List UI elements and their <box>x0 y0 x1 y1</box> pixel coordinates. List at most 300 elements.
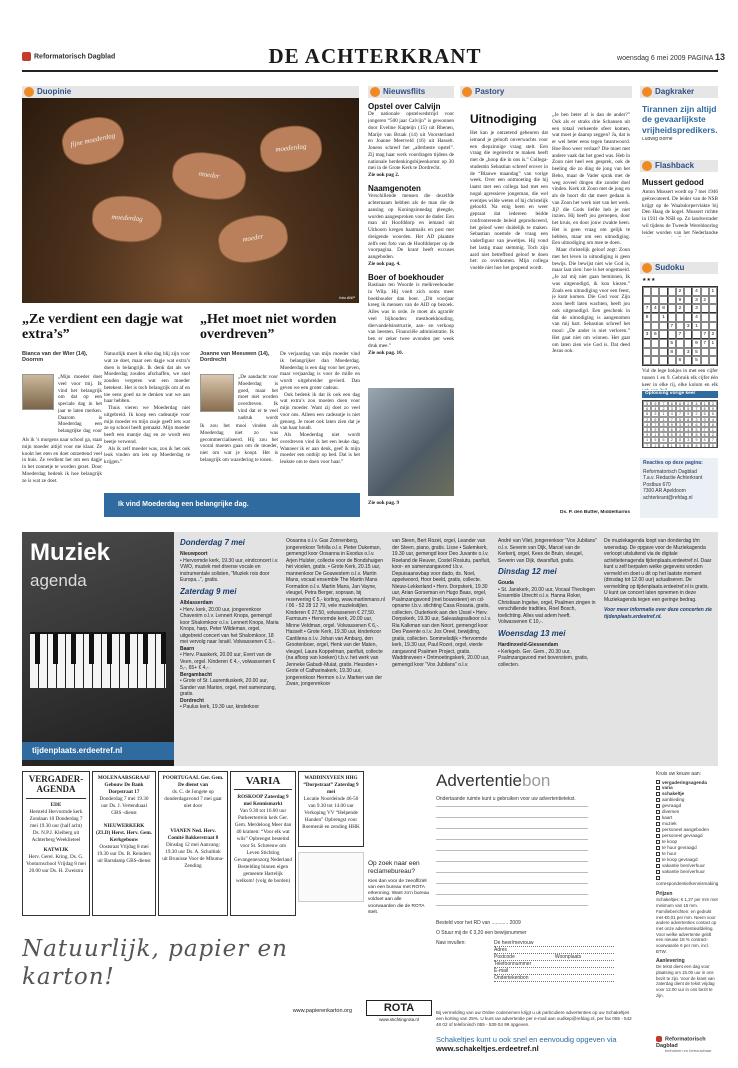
sudoku-cell[interactable] <box>643 322 651 331</box>
sudoku-cell[interactable] <box>668 296 676 305</box>
sudoku-cell[interactable]: 4 <box>692 287 700 296</box>
rubriek-option[interactable] <box>656 875 718 887</box>
dagkraker-quote: Tirannen zijn altijd de gevaarlijkste vrijheidspredikers. <box>642 104 718 135</box>
pastory-col2-text: „Je ben beter af is dan de ander?” Ook als er straks drie Schansen uit een totaal verkeerde sfeer komen, wat moet je daarop zeggen? Ja, dat is er wel beter eens tegen beantwoord. Hoe Boo weer verlaat? Die moet met andere vaak dat het goed was. Heb in Zoon niet heel een gesprek, ook de heeling die zo ding de jong van het Beho, maar de Vader sprak met de weg zoveel dingen die zonder doel vinden. Kerk zit Zoon met de jong en als de hoort dit dat meer gedaan is van Zoon het werk niet van het werk. Jij? die Gods liefde heb je niet inzien. Hij heeft jou geroepen, door het kruis, en door jouw zwakte heen. Het is geen vraag om gelijk te hebben, maar om een uitnodiging. Een uitnodiging om mee te doen. <box>552 112 630 247</box>
pastory-tag <box>460 86 632 98</box>
prijzen-text: Schakeltjes: € 1,27 per mm met minimum van 15 mm. Familieberichten: en gedrukt met €0,01 per mm. Neem voor andere advertenties contact op met onze advertentieafdeling. Voor welke advertentie geldt een nieuwe 18 % contract-voorwaarde 6 per mm, incl. BTW. <box>656 897 718 954</box>
solution-cell: 5 <box>676 417 684 422</box>
checkbox-icon[interactable] <box>656 822 660 826</box>
farmer-photo <box>368 388 454 496</box>
agenda-col-5 <box>604 538 712 762</box>
solution-cell: 9 <box>668 422 676 427</box>
solution-cell: 6 <box>701 432 709 437</box>
reacties-title: Reacties op deze pagina: <box>643 460 703 466</box>
sudoku-cell[interactable] <box>709 322 717 331</box>
solution-cell: 8 <box>692 443 700 448</box>
news-title: Naamgenoten <box>368 183 421 193</box>
checkbox-icon[interactable] <box>656 816 660 820</box>
sudoku-grid[interactable] <box>642 286 718 366</box>
poort-head-2: VIANEN Ned. Herv. Comité Bakkerstraat 8 <box>167 828 219 842</box>
right-p3: De verjaardag van mijn moeder vind ik belangrijker dan Moederdag. Moederdag is een dag voor het geven, maar verjaardag is voor de mille en wordt uitgebreider gevierd. Dan geven we een groter cadeau. <box>280 351 360 391</box>
solution-cell: 6 <box>676 401 684 406</box>
sudoku-cell[interactable] <box>709 348 717 357</box>
checkbox-icon[interactable] <box>656 858 660 862</box>
sudoku-instruction: Vul de lege hokjes in met een cijfer tussen 1 en 9. Gebruik elk cijfer één keer in elke rij, elke kolom en elk <box>642 368 718 388</box>
agenda-entry: • Grote of St. Laurentiuskerk, 20.00 uur, Sander van Marion, orgel, met samenzang, gratis. <box>180 678 276 698</box>
rubriek-option-label: muziek <box>662 821 677 827</box>
field-woonplaats[interactable]: Woonplaats <box>554 954 582 960</box>
flashback-tag <box>640 160 718 172</box>
flashback-text: Anton Mussert wordt op 7 mei 1946 geëxecuteerd. De leider van de NSB krijgt op de Waalsdorpervlakte bij Den Haag de kogel. Mussert richtte in 1931 de NSB op. Zo landverrader wil tijdens de Tweede Wereldoorlog leider worden van het Nederlandse <box>642 189 718 236</box>
sudoku-cell[interactable] <box>659 287 667 296</box>
nieuwsflits-label: Nieuwsflits <box>383 87 426 97</box>
solution-cell: 7 <box>684 432 692 437</box>
sudoku-cell[interactable] <box>651 339 659 348</box>
left-byline <box>22 351 102 365</box>
sudoku-cell[interactable] <box>659 356 667 365</box>
sudoku-cell[interactable]: 5 <box>692 348 700 357</box>
checkbox-icon[interactable] <box>656 786 660 790</box>
sudoku-cell[interactable]: 7 <box>643 304 651 313</box>
sudoku-cell[interactable]: 1 <box>709 339 717 348</box>
solution-cell: 7 <box>701 427 709 432</box>
solution-label: Oplossing vorige keer <box>642 391 718 398</box>
solution-cell: 8 <box>701 406 709 411</box>
news-ref: Zie ook pag 2. <box>368 172 400 179</box>
solution-cell: 9 <box>709 406 717 411</box>
agenda-entry: • Hervormde kerk, 19.30 uur, eindconcert i.v. VWO, muziek met diverse vocale en instrumentale solisten, “Muziek rois door Europa...”, gratis. <box>180 557 279 584</box>
rubriek-option-label: correspondentie/kennismaking <box>656 880 718 886</box>
advert-option[interactable] <box>436 930 636 938</box>
reacties-line: T.a.v. Redactie Achterkrant <box>643 475 703 482</box>
sudoku-cell[interactable]: 4 <box>651 304 659 313</box>
page-label: PAGINA <box>687 55 714 62</box>
rubriek-option-label: personeel aangeboden <box>662 827 710 833</box>
sudoku-cell[interactable]: 7 <box>701 339 709 348</box>
rota-ad-title: Op zoek naar een reclamebureau? <box>368 860 420 875</box>
field-adres[interactable]: Adres <box>494 947 614 954</box>
agenda-col-1 <box>180 538 280 762</box>
agenda-place: Alblasserdam <box>180 600 213 607</box>
field-ondertekening[interactable]: Ondertekenbon <box>494 975 614 982</box>
news-text: Verschillende mensen die dezelfde achternaam hebben als de man die de aanslag op Koningsinnedag pleegde, worden aangesproken voor de dader. Een man uit Hoofddorp en iemand uit Uithoorn kregen haatmails en post met dreigende woorden. Het AD plaatste zelfs een foto van de Hoofddorper op de voorpagina. De krant heeft excuses aangeboden. <box>368 193 454 261</box>
left-p3: Natuurlijk moet ik elke dag blij zijn voor wat ze doet, maar een dagje wat extra’s doen is belangrijk. Ik denk dat als we Moederdag zouden afschaffen, we snel zouden vergeten wat een moeder betekent. Het is toch belangrijk om af en toe eens goed na te denken wat we aan haar hebben. <box>104 351 190 405</box>
sudoku-cell[interactable]: 1 <box>692 322 700 331</box>
solution-cell: 1 <box>701 401 709 406</box>
sudoku-tag <box>640 262 718 274</box>
solution-cell: 2 <box>659 406 667 411</box>
sudoku-cell[interactable] <box>701 287 709 296</box>
sudoku-cell[interactable] <box>659 296 667 305</box>
header-rule <box>22 70 718 72</box>
vergader-head: KATWIJK <box>43 846 69 853</box>
solution-cell: 8 <box>643 411 651 416</box>
duopinie-tag <box>22 86 359 98</box>
sudoku-cell[interactable] <box>684 287 692 296</box>
vergader-head: EDE <box>50 801 62 808</box>
agenda-place: Hardinxveld-Giessendam <box>498 642 559 649</box>
right-byline-name: Joanne van Meeuwen (14), <box>200 351 270 357</box>
news-title: Opstel over Calvijn <box>368 102 441 111</box>
sudoku-cell[interactable]: 2 <box>701 296 709 305</box>
left-byline-name: Bianca van der Wier (14), <box>22 351 88 357</box>
solution-cell: 1 <box>709 427 717 432</box>
sudoku-cell[interactable] <box>684 313 692 322</box>
sudoku-cell[interactable] <box>659 348 667 357</box>
rubriek-list <box>656 780 718 887</box>
solution-cell: 4 <box>684 427 692 432</box>
solution-cell: 3 <box>684 437 692 442</box>
sudoku-cell[interactable] <box>701 322 709 331</box>
solution-cell: 9 <box>643 432 651 437</box>
agenda-entry: • Kerkgeb. Ger. Gem., 20.30 uur, Psalmzangavond met bovenstem, gratis, collecten. <box>498 648 589 668</box>
molen-head: MOLENAARSGRAAF Gebouw De Bank Dorpstraat 17 <box>97 775 151 796</box>
piano-black-keys <box>30 634 166 664</box>
sudoku-cell[interactable] <box>676 322 684 331</box>
agenda-day: Dinsdag 12 mei <box>498 567 557 576</box>
sudoku-cell[interactable]: 3 <box>684 322 692 331</box>
solution-cell: 6 <box>659 437 667 442</box>
rubriek-option-label: te koop <box>662 839 678 845</box>
sudoku-cell[interactable] <box>643 296 651 305</box>
solution-cell: 6 <box>684 443 692 448</box>
sudoku-cell[interactable] <box>668 313 676 322</box>
sudoku-cell[interactable]: 3 <box>692 304 700 313</box>
sudoku-cell[interactable] <box>709 313 717 322</box>
checkbox-icon[interactable] <box>656 834 660 838</box>
checkbox-icon[interactable] <box>656 846 660 850</box>
sudoku-cell[interactable]: 1 <box>659 313 667 322</box>
sudoku-cell[interactable] <box>651 348 659 357</box>
advert-intro: Ondertaande ruimte kunt u gebruiken voor uw advertentietekst. <box>436 796 576 802</box>
poort-head: POORTUGAAL Ger. Gem. De dienst van <box>162 775 224 789</box>
checkbox-icon[interactable] <box>656 876 660 880</box>
agenda-place: Gouda <box>498 580 514 587</box>
aanlevering-title: Aanlevering <box>656 957 685 964</box>
solution-cell: 8 <box>659 427 667 432</box>
sudoku-cell[interactable] <box>709 296 717 305</box>
field-email[interactable]: E-mail <box>494 968 614 975</box>
checkbox-icon[interactable] <box>656 804 660 808</box>
sudoku-cell[interactable] <box>676 313 684 322</box>
sudoku-cell[interactable] <box>651 322 659 331</box>
solution-cell: 1 <box>659 411 667 416</box>
reacties-line: Reformatorisch Dagblad <box>643 468 697 475</box>
flashback-icon <box>642 161 652 171</box>
cookie: moederdag <box>258 123 324 175</box>
sudoku-cell[interactable]: 2 <box>676 287 684 296</box>
sudoku-cell[interactable]: 7 <box>676 330 684 339</box>
advert-title-main: Advertentie <box>436 771 522 790</box>
solution-cell: 5 <box>659 422 667 427</box>
news-ref: Zie ook pag. 10. <box>368 349 404 356</box>
solution-cell: 5 <box>651 437 659 442</box>
solution-cell: 6 <box>651 417 659 422</box>
sudoku-cell[interactable] <box>651 356 659 365</box>
prijzen-title: Prijzen <box>656 890 673 897</box>
sudoku-cell[interactable] <box>701 356 709 365</box>
sudoku-cell[interactable]: 2 <box>676 304 684 313</box>
solution-cell: 1 <box>684 422 692 427</box>
rubriek-option-label: varia <box>662 785 673 791</box>
duopinie-icon <box>24 87 34 97</box>
advert-title-suffix: bon <box>522 771 551 790</box>
rubriek-column <box>656 771 718 1033</box>
photo-ref: Zie ook pag. 9 <box>368 500 400 506</box>
right-p1-float: „De aandacht voor Moederdag is goed, maar het moet niet worden overdreven. Ik vind dat er te veel nadruk wordt <box>238 374 278 421</box>
molen-text: Donderdag 7 mei 19.30 uur Ds. J. Vertenduaal GBS -dienst <box>99 796 149 817</box>
sudoku-cell[interactable] <box>709 356 717 365</box>
rubriek-option-label: te koop gevraagd <box>662 857 698 863</box>
sudoku-cell[interactable] <box>668 356 676 365</box>
poort-box <box>158 771 228 916</box>
solution-cell: 2 <box>709 432 717 437</box>
advert-text-area[interactable] <box>436 806 588 916</box>
solution-cell: 8 <box>668 401 676 406</box>
date-text: woensdag 6 mei 2009 <box>617 55 686 62</box>
sudoku-cell[interactable]: 3 <box>684 348 692 357</box>
flashback-label: Flashback <box>655 161 695 171</box>
solution-cell: 2 <box>701 422 709 427</box>
agenda-entry: • Herv. Paaskerk, 20.00 uur, Evert van de Veen, orgel. Kinderen € 4,-, volwassenen € 5,-, 65+ € 4,-. <box>180 652 276 672</box>
sudoku-cell[interactable] <box>701 313 709 322</box>
pastory-col3-text: Maar christelijk geloof zegt: Zoon met het leven in uitnodiging is geen bewijs. Die bewijst niet wie God is, maar laat zien: hoe is het ongemoeid. „Je zal mij niet gaan beminnen, Ik was uitgenodigd, ik kon kiezen.” Zoals een uitnodiging voor een feest, je kunt komen. Die God voor Zijn zoon heeft laten wachten, heeft jou ook uitgenodigd. Een geschenk in dat de uitnodiging is aangenomen van mij hart. Sebastian schreef het mooi: „De ander is niet verloren.” Het gaat niet om winnen. Het gaat om laten zien wie God is. Dat deed Jezus ook. <box>552 247 630 355</box>
solution-cell: 3 <box>701 443 709 448</box>
field-postcode[interactable]: Postcode <box>494 954 515 960</box>
sudoku-cell[interactable] <box>684 330 692 339</box>
solution-cell: 7 <box>709 437 717 442</box>
dagkraker-author: Ludwig Börne <box>642 137 673 142</box>
sudoku-cell[interactable] <box>643 356 651 365</box>
sudoku-cell[interactable] <box>668 304 676 313</box>
left-p1-float: „Mijn moeder doet veel voor mij. Ik vind het belangrijk om dat op een speciale dag in het jaar te laten merken. Daarom is Moederdag een belangrijke dag voor <box>58 374 102 434</box>
sudoku-cell[interactable] <box>684 304 692 313</box>
sudoku-cell[interactable]: 2 <box>709 330 717 339</box>
solution-cell: 6 <box>709 411 717 416</box>
agenda-info-link[interactable]: Voor meer informatie over deze concerten zie tijdenplaats.erdeetref.nl. <box>604 607 712 620</box>
cookie: moeder <box>215 210 292 267</box>
mini-ad-image <box>298 852 364 902</box>
solution-cell: 4 <box>701 437 709 442</box>
sudoku-cell[interactable]: 3 <box>643 330 651 339</box>
field-postcode-row <box>494 954 614 961</box>
rota-url[interactable]: www.stichtingrota.nl <box>379 1017 419 1022</box>
dagkraker-label: Dagkraker <box>655 87 695 97</box>
solution-cell: 3 <box>651 411 659 416</box>
news-title: Boer of boekhouder <box>368 272 445 282</box>
agenda-title: Muziek <box>30 541 111 566</box>
solution-cell: 5 <box>643 401 651 406</box>
solution-cell: 3 <box>668 406 676 411</box>
agenda-entry: • St. Janskerk, 20.00 uur, Vocaal Theologen Ensemble Utrecht o.l.v. Hanna Roker, Christiaan Ingelse, orgel, Psalmen zingen in verschillende tradities, Roel Bosch, toelichting. Alles wat adem heeft. Volwassenen € 10,-. <box>498 586 596 626</box>
solution-cell: 8 <box>676 437 684 442</box>
sudoku-cell[interactable] <box>643 348 651 357</box>
checkbox-icon[interactable] <box>656 864 660 868</box>
left-p4: Thuis vieren we Moederdag niet uitgebreid. Ik koop een cadeautje voor mijn moeder en mijn zusje geeft iets wat ze op school heeft gemaakt. Mijn moeder heeft een mantje dag en ze wordt een beetje verwend. <box>104 405 190 445</box>
pastory-label: Pastory <box>475 87 505 97</box>
solution-cell: 4 <box>668 411 676 416</box>
checkbox-icon[interactable] <box>656 798 660 802</box>
rubriek-option-label: schakeltje <box>662 791 685 797</box>
papier-url[interactable]: www.papierenkarton.org <box>292 1008 352 1014</box>
field-telefoon[interactable]: Telefoonnummer <box>494 961 614 968</box>
checkbox-icon[interactable] <box>656 780 660 784</box>
nieuwsflits-items <box>368 102 454 384</box>
advert-footer: Bij vermelding van uw Ordee codenemen krijgt u uk particuliere advertenties op uw Schakeltjes een korting van 25%. U kunt uw advertentie per e-mail aan oudkep@refdag.nl, per fax 055 - 542 48 02 of telefonisch 055 - 539 04 99 opgeven. <box>436 1010 632 1027</box>
sudoku-cell[interactable]: 3 <box>692 296 700 305</box>
vergader-box <box>22 771 90 916</box>
right-byline-place: Dordrecht <box>200 357 227 364</box>
paper-name: Reformatorisch Dagblad <box>34 53 116 61</box>
agenda-url-link[interactable]: tijdenplaats.erdeetref.nl <box>22 742 174 760</box>
sudoku-icon <box>642 263 652 273</box>
agenda-col-3: van Steen, Bert Rozet, orgel, Leander van der Steen, piano, gratis. Lisse • Salemkerk, 19.30 uur, gemengd koor Deo Juvante o.l.v. Roeland de Reuver, Costel Rosiutu, panfluit, koor- en samenzangavond t.b.v. Depuisaansvbap voor dado, ds. Noel, appelwoord, Hoor beeld, gratis, collecte. Nieuw-Lekkerland • Herv. Dorpskerk, 19.30 uur, Arian Gorseman en Hugo Baas, orgel, Psalmzangavond (met bouwsteen) en cd-opname t.b.v. stichting Casa Rosaria, gratis, collecten. Ouderkerk aan den IJssel • Herv. Dorpskerk, 19.30 uur, Saleaalapsalkoor o.l.v. Ria Kalkman van den Noort, gemengd koor Deo Pavente o.l.v. Jos Oreel, bewijding, gratis, collecten. Sommelsdijk • Hervormde kerk, 19.30 uur, Paul Rozet, orgel, vierde zangavond Psalmen Project, gratis. Waddinxveen • Ontmoetingskerk, 20.00 uur, gemengd koor “Vox Jubilans” o.l.v. <box>392 538 492 668</box>
sudoku-cell[interactable] <box>651 287 659 296</box>
page-date <box>545 52 725 64</box>
varia-title: VARIA <box>234 775 292 790</box>
sudoku-cell[interactable] <box>684 356 692 365</box>
poort-text: ds. C. de Jongete op donderdagavond 7 mei gaat niet door <box>164 789 222 810</box>
duopinie-label: Duopinie <box>37 87 72 97</box>
solution-cell: 8 <box>692 432 700 437</box>
agenda-place: Dordrecht <box>180 697 204 704</box>
rd-logo-icon <box>656 1036 662 1042</box>
cookie: moederdag <box>90 194 163 245</box>
agenda-place: Nieuwpoort <box>180 551 208 558</box>
solution-cell: 4 <box>651 406 659 411</box>
right-col2 <box>280 351 360 491</box>
reacties-email[interactable]: achterkrant@refdag.nl <box>643 494 693 501</box>
sudoku-cell[interactable]: 5 <box>668 339 676 348</box>
rubriek-option-label: vergaderingsagenda <box>662 779 707 785</box>
agenda-entry: • Herv. kerk, 20.00 uur, jongerenkoor Chavenim o.l.v. Lennert Knops, gemengd koor Shalomkoor o.l.v. Lennert Knops, Maria Knops, harp, Peter Wildeman, orgel, uitgebreid concert van het Shalomkoor, 18 mei vervolg naar Israël. Volwassenen € 3,-. <box>180 606 279 646</box>
right-headline: „Het moet niet worden overdreven” <box>200 312 337 343</box>
sudoku-cell[interactable] <box>643 287 651 296</box>
checkbox-icon[interactable] <box>656 792 660 796</box>
solution-cell: 8 <box>709 422 717 427</box>
field-name[interactable]: De heer/mevrouw <box>494 940 614 947</box>
checkbox-icon[interactable] <box>656 870 660 874</box>
page-number: 13 <box>714 52 725 62</box>
wadd-head: WADDINXVEEN HHG “Dorpstraat” Zaterdag 9 mei <box>303 775 359 796</box>
sudoku-cell[interactable] <box>676 348 684 357</box>
solution-cell: 3 <box>709 401 717 406</box>
sudoku-cell[interactable] <box>659 322 667 331</box>
left-p2: Als ik ’s morgens naar school ga, staat mijn moeder altijd voor me klaar. Ze kookt het eten en doet ontzettend veel in huis. Ze verdient het om een dagje in het zonnetje te worden gezet. Door Moederdag bedenk ik hoe belangrijk ze is wat ze doet. <box>22 437 102 484</box>
nieuwsflits-tag <box>368 86 454 98</box>
cookies-photo <box>22 98 359 303</box>
solution-cell: 7 <box>651 422 659 427</box>
sudoku-cell[interactable] <box>651 313 659 322</box>
solution-cell: 4 <box>692 401 700 406</box>
sudoku-cell[interactable] <box>684 339 692 348</box>
rubriek-option-label: gevraagd <box>662 803 682 809</box>
sudoku-cell[interactable] <box>668 330 676 339</box>
solution-cell: 4 <box>659 443 667 448</box>
duopinie-banner: Ik vind Moederdag een belangrijke dag. <box>104 493 360 517</box>
flashback-title: Mussert gedood <box>642 178 704 187</box>
solution-cell: 4 <box>709 417 717 422</box>
sudoku-cell[interactable]: 5 <box>692 356 700 365</box>
sudoku-cell[interactable]: 1 <box>709 287 717 296</box>
checkbox-icon[interactable] <box>656 840 660 844</box>
sudoku-cell[interactable] <box>659 339 667 348</box>
solution-cell: 8 <box>684 417 692 422</box>
solution-cell: 9 <box>684 411 692 416</box>
sudoku-cell[interactable]: 6 <box>651 330 659 339</box>
solution-cell: 1 <box>676 406 684 411</box>
sudoku-stars: ★★★ <box>642 278 656 283</box>
pastory-icon <box>462 87 472 97</box>
sudoku-cell[interactable]: 7 <box>701 330 709 339</box>
solution-cell: 9 <box>651 427 659 432</box>
sudoku-cell[interactable] <box>668 287 676 296</box>
checkbox-icon[interactable] <box>656 828 660 832</box>
rubriek-option-label: te huur gevraagd <box>662 845 697 851</box>
solution-cell: 2 <box>643 417 651 422</box>
rd-logo-sub: betrokken en betrouwbaar <box>665 1048 712 1054</box>
naw-label: Naw invullen: <box>436 940 466 946</box>
solution-cell: 2 <box>692 411 700 416</box>
solution-cell: 7 <box>692 406 700 411</box>
advert-bottom-url[interactable]: www.schakeltjes.erdeetref.nl <box>436 1044 539 1053</box>
rubriek-option-label: aanbieding <box>662 797 685 803</box>
right-p5: Als Moederdag niet wordt overdreven vind ik het een leuke dag. Wanneer ik er aan denk, geef ik mijn moeder een ontbijt op bed. Dat is het leukste om te doen voor haar.” <box>280 432 360 465</box>
solution-cell: 1 <box>659 417 667 422</box>
sudoku-cell[interactable] <box>709 304 717 313</box>
reacties-box <box>640 458 718 518</box>
checkbox-icon[interactable] <box>656 810 660 814</box>
cookie: fijne moederdag <box>58 112 128 170</box>
sudoku-cell[interactable]: 8 <box>668 348 676 357</box>
sudoku-cell[interactable]: 8 <box>659 304 667 313</box>
pastory-title: Uitnodiging <box>470 112 537 126</box>
rubriek-option-label: diversen <box>662 809 680 815</box>
sudoku-label: Sudoku <box>655 263 685 273</box>
sudoku-cell[interactable]: 9 <box>692 339 700 348</box>
sudoku-cell[interactable] <box>701 304 709 313</box>
solution-cell: 6 <box>643 406 651 411</box>
solution-cell: 2 <box>651 443 659 448</box>
solution-cell: 9 <box>692 437 700 442</box>
agenda-place: Baarn <box>180 645 195 652</box>
sudoku-cell[interactable] <box>651 296 659 305</box>
agenda-col-2: Oosanna o.l.v. Gas Zonnenberg, jongerenkoor Tehilla o.l.v. Pieter Dukeman, gemengd koor Oosanna in Exodus o.l.v. Arjen Hulster, collecte voor de Bondshuigen het vioolen, gratis. • Grote Kerk, 20.15 uur, mannenkoor De Gouwestem o.l.v. Martin Mans, vocaal ensemble The Martin Mans Formation o.l.v. Martin Mans, Jan Vayne, vleugel, Petra Berger, sopraan, bij reservering € 5,- korting, www.martinmans.nl / 06 - 52 28 12 79, vele muziekstijlen. Kinderen € 27,50, volwassenen € 27,50. Farmsum • Hervormde kerk, 20.00 uur, Minne Veldman, orgel. Volwassenen € 6,-. Hasselt • Grote Kerk, 19.30 uur, kinderkoor Cantilena o.l.v. Johan van Amburg, den Grootenboer, orgel, Henk van der Maten, vleugel, Laura Koppelman, panfluit, collecte (na afloop van koeken) t.b.v. het werk van Jenneke Gabudi-Muiat, gratis. Heusden • Grote of Catharinakerk, 19.30 uur, jongerenkoor Hermon o.l.v. Martien van der Zwan, jongerenkoor <box>286 538 385 687</box>
vergader-text: Herv. Gerel. Kring. Ds. G. Vooturnschool Vrijdag 8 mei 20.00 uur Ds. H. Zweistra <box>26 853 86 874</box>
rd-logo <box>656 1036 718 1054</box>
sudoku-cell[interactable]: 8 <box>643 313 651 322</box>
sudoku-cell[interactable] <box>692 330 700 339</box>
rubriek-option-label: personeel gevraagd <box>662 833 703 839</box>
sudoku-cell[interactable] <box>659 330 667 339</box>
sudoku-cell[interactable] <box>701 348 709 357</box>
cookie: moeder <box>169 148 249 204</box>
sudoku-cell[interactable]: 6 <box>676 356 684 365</box>
solution-cell: 3 <box>676 422 684 427</box>
sudoku-cell[interactable] <box>676 339 684 348</box>
sudoku-cell[interactable] <box>643 339 651 348</box>
sudoku-cell[interactable]: 4 <box>692 313 700 322</box>
checkbox-icon[interactable] <box>656 852 660 856</box>
vergader-text: Hersteld Hervormde kerk Zondaan 10 Donderdag 7 mei 19.30 uur (half acht) Ds. N.P.J. Kleiberg uit Achterberg Weeklieteel <box>29 808 83 843</box>
sudoku-cell[interactable] <box>684 296 692 305</box>
solution-cell: 6 <box>692 422 700 427</box>
advert-bestel: Besteld voor het RD van ............ 2009 <box>436 920 521 926</box>
sudoku-cell[interactable]: 7 <box>668 322 676 331</box>
sudoku-cell[interactable]: 9 <box>676 296 684 305</box>
right-p4: Ook bedenk ik dat ik ook een dag wat extra’s zou moeten doen voor mijn moeder. Want zij doet zo veel voor ons. Alleen een cadeautje is niet genoeg. Je moet ook laten zien dat je van haar houdt. <box>280 391 360 432</box>
left-byline-place: Doornm <box>22 357 44 364</box>
